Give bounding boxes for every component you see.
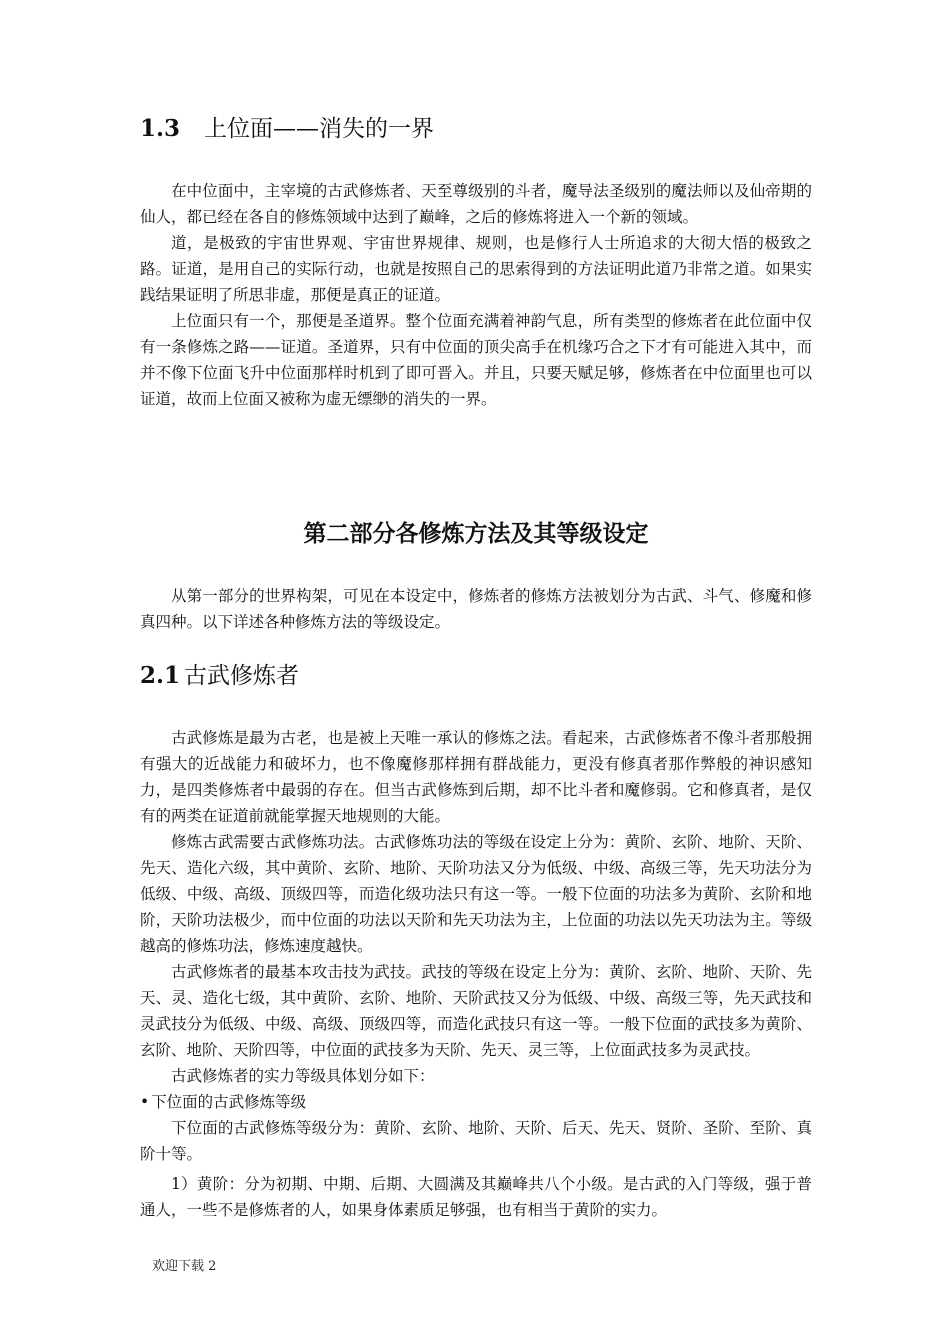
part-two-intro <box>140 583 812 635</box>
paragraph: 古武修炼者的最基本攻击技为武技。武技的等级在设定上分为：黄阶、玄阶、地阶、天阶、先天、灵、造化七级，其中黄阶、玄阶、地阶、天阶武技又分为低级、中级、高级三等，先天武技和灵武技分为低级、中级、高级、顶级四等，而造化武技只有这一等。一般下位面的武技多为黄阶、玄阶、地阶、天阶四等，中位面的武技多为天阶、先天、灵三等，上位面武技多为灵武技。 <box>140 963 812 1059</box>
part-two-title: 第二部分各修炼方法及其等级设定 <box>303 521 649 547</box>
section-title: 上位面——消失的一界 <box>204 116 435 142</box>
section-number: 2.1 <box>140 662 181 689</box>
paragraph: 古武修炼是最为古老，也是被上天唯一承认的修炼之法。看起来，古武修炼者不像斗者那般拥有强大的近战能力和破坏力，也不像魔修那样拥有群战能力，更没有修真者那作弊般的神识感知力，是四类修炼者中最弱的存在。但当古武修炼到后期，却不比斗者和魔修弱。它和修真者，是仅有的两类在证道前就能掌握天地规则的大能。 <box>140 729 812 825</box>
section-number: 1.3 <box>140 115 181 142</box>
section-heading-2-1 <box>140 660 299 692</box>
bullet-text: 下位面的古武修炼等级 <box>151 1093 307 1111</box>
section-2-1-body <box>140 725 812 1223</box>
bullet-marker: • <box>140 1093 150 1111</box>
section-heading-1-3 <box>140 113 434 145</box>
paragraph: 下位面的古武修炼等级分为：黄阶、玄阶、地阶、天阶、后天、先天、贤阶、圣阶、至阶、真阶十等。 <box>140 1119 812 1163</box>
section-1-3-body <box>140 178 812 412</box>
paragraph: 上位面只有一个，那便是圣道界。整个位面充满着神韵气息，所有类型的修炼者在此位面中仅有一条修炼之路——证道。圣道界，只有中位面的顶尖高手在机缘巧合之下才有可能进入其中，而并不像下位面飞升中位面那样时机到了即可晋入。并且，只要天赋足够，修炼者在中位面里也可以证道，故而上位面又被称为虚无缥缈的消失的一界。 <box>140 312 812 408</box>
paragraph: 修炼古武需要古武修炼功法。古武修炼功法的等级在设定上分为：黄阶、玄阶、地阶、天阶、先天、造化六级，其中黄阶、玄阶、地阶、天阶功法又分为低级、中级、高级三等，先天功法分为低级、中级、高级、顶级四等，而造化级功法只有这一等。一般下位面的功法多为黄阶、玄阶和地阶，天阶功法极少，而中位面的功法以天阶和先天功法为主，上位面的功法以先天功法为主。等级越高的修炼功法，修炼速度越快。 <box>140 833 812 955</box>
paragraph: 道，是极致的宇宙世界观、宇宙世界规律、规则，也是修行人士所追求的大彻大悟的极致之路。证道，是用自己的实际行动，也就是按照自己的思索得到的方法证明此道乃非常之道。如果实践结果证明了所思非虚，那便是真正的证道。 <box>140 234 812 304</box>
paragraph: 在中位面中，主宰境的古武修炼者、天至尊级别的斗者，魔导法圣级别的魔法师以及仙帝期的仙人，都已经在各自的修炼领域中达到了巅峰，之后的修炼将进入一个新的领域。 <box>140 182 812 226</box>
section-title: 古武修炼者 <box>184 663 300 689</box>
paragraph: 古武修炼者的实力等级具体划分如下： <box>171 1067 435 1085</box>
paragraph: 从第一部分的世界构架，可见在本设定中，修炼者的修炼方法被划分为古武、斗气、修魔和修真四种。以下详述各种修炼方法的等级设定。 <box>140 587 812 631</box>
bullet-item <box>140 1089 812 1115</box>
page-footer: 欢迎下载 2 <box>152 1259 217 1274</box>
list-item: 1）黄阶：分为初期、中期、后期、大圆满及其巅峰共八个小级。是古武的入门等级，强于普通人，一些不是修炼者的人，如果身体素质足够强，也有相当于黄阶的实力。 <box>140 1175 812 1219</box>
